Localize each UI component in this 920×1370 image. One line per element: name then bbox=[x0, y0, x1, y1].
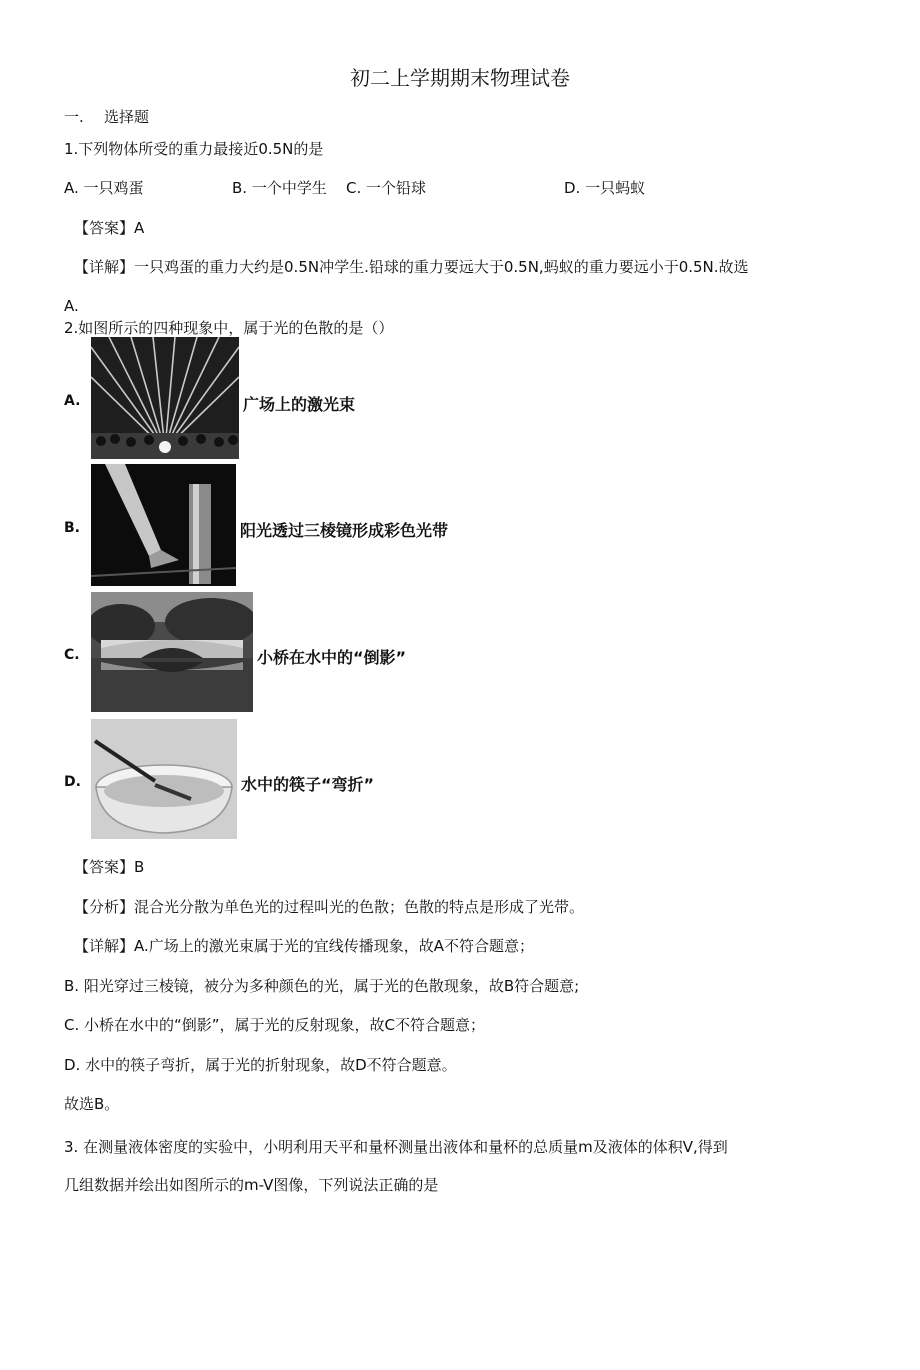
section-label: 选择题 bbox=[104, 108, 150, 126]
q2-explain-b: B. 阳光穿过三棱镜，被分为多种颜色的光，属于光的色散现象，故B符合题意; bbox=[64, 977, 580, 995]
q2-answer: 【答案】B bbox=[74, 858, 145, 876]
prism-photo bbox=[91, 464, 236, 586]
q2-option-a-label: A. bbox=[64, 393, 81, 409]
q2-conclusion: 故选B。 bbox=[64, 1095, 120, 1113]
q1-option-c: C. 一个铅球 bbox=[346, 179, 427, 197]
bridge-reflection-photo bbox=[91, 592, 253, 712]
q1-option-a: A. 一只鸡蛋 bbox=[64, 179, 144, 197]
q2-analysis: 【分析】混合光分散为单色光的过程叫光的色散；色散的特点是形成了光带。 bbox=[74, 898, 585, 916]
q1-answer: 【答案】A bbox=[74, 219, 145, 237]
page-title: 初二上学期期末物理试卷 bbox=[350, 66, 570, 90]
chopsticks-bowl-photo bbox=[91, 719, 237, 839]
q3-stem-line1: 3. 在测量液体密度的实验中，小明利用天平和量杯测量出液体和量杯的总质量m及液体的体积V,得到 bbox=[64, 1138, 728, 1156]
q2-option-d-label: D. bbox=[64, 774, 81, 790]
q2-option-b-caption: 阳光透过三棱镜形成彩色光带 bbox=[240, 521, 449, 540]
laser-beams-photo bbox=[91, 337, 239, 459]
q2-stem: 2.如图所示的四种现象中，属于光的色散的是（） bbox=[64, 319, 394, 337]
q2-option-b-label: B. bbox=[64, 520, 80, 536]
q2-detail: 【详解】A.广场上的激光束属于光的宜线传播现象，故A不符合题意； bbox=[74, 937, 535, 955]
q1-option-d: D. 一只蚂蚁 bbox=[564, 179, 646, 197]
section-number: 一. bbox=[64, 108, 84, 126]
q2-option-d-caption: 水中的筷子“弯折” bbox=[241, 775, 375, 794]
q2-option-c-caption: 小桥在水中的“倒影” bbox=[257, 648, 407, 667]
q1-option-b: B. 一个中学生 bbox=[232, 179, 327, 197]
q2-option-c-label: C. bbox=[64, 647, 80, 663]
q2-option-a-caption: 广场上的激光束 bbox=[243, 395, 356, 414]
q2-explain-d: D. 水中的筷子弯折，属于光的折射现象，故D不符合题意。 bbox=[64, 1056, 457, 1074]
q1-detail-continued: A. bbox=[64, 297, 79, 315]
q3-stem-line2: 几组数据并绘出如图所示的m-V图像，下列说法正确的是 bbox=[64, 1176, 439, 1194]
q2-explain-c: C. 小桥在水中的“倒影”，属于光的反射现象，故C不符合题意； bbox=[64, 1016, 486, 1034]
q1-stem: 1.下列物体所受的重力最接近0.5N的是 bbox=[64, 140, 324, 158]
q1-detail: 【详解】一只鸡蛋的重力大约是0.5N冲学生.铅球的重力要远大于0.5N,蚂蚁的重力要远小于0.5N.故选 bbox=[74, 258, 749, 276]
